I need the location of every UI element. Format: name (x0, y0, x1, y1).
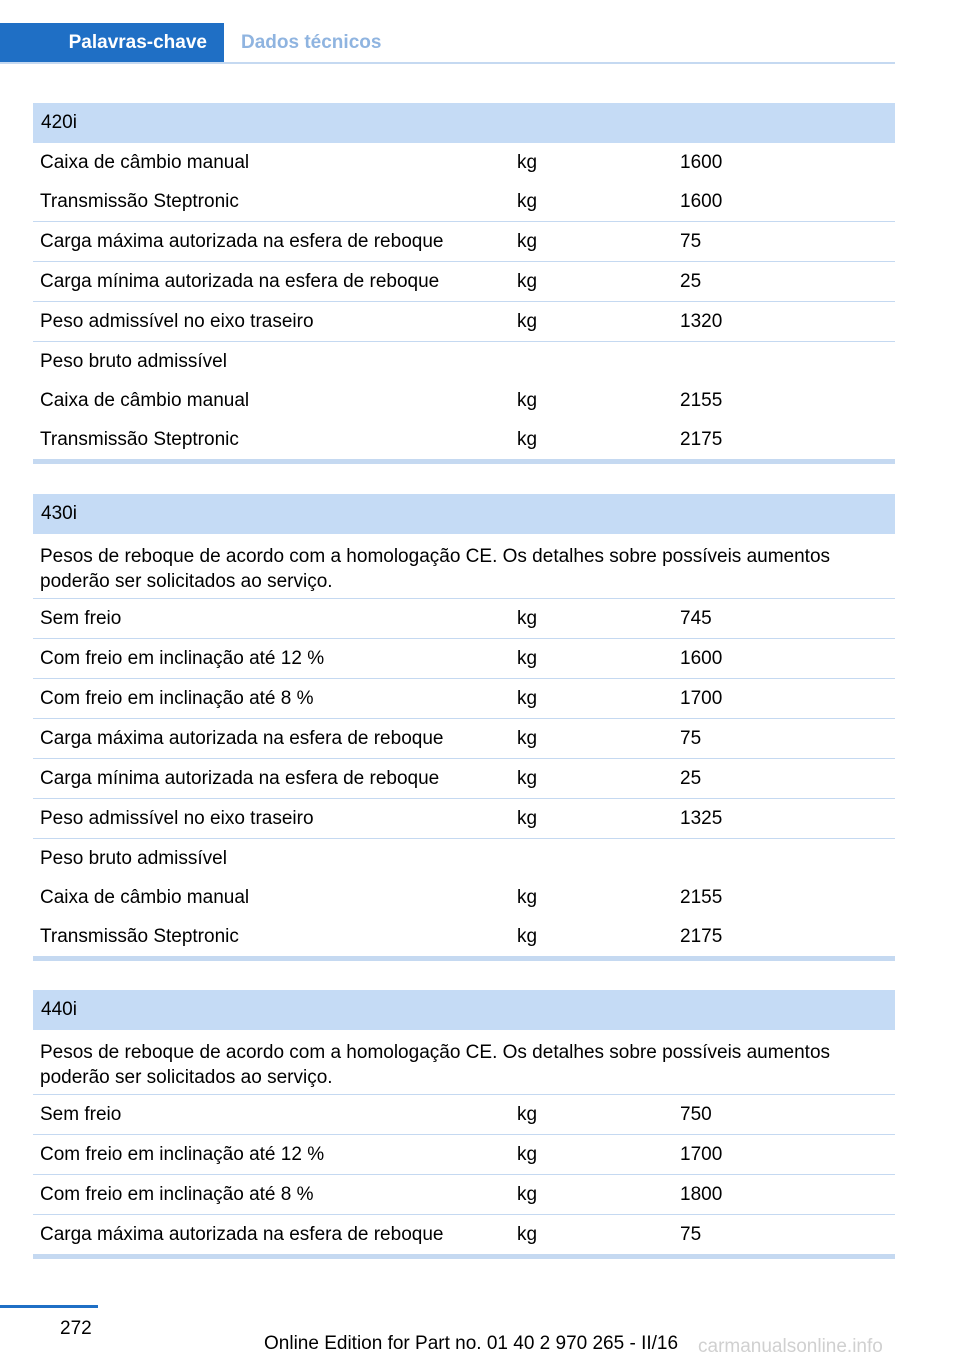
row-unit: kg (517, 807, 538, 829)
table-row (33, 221, 895, 261)
row-unit: kg (517, 1143, 538, 1165)
row-label: Com freio em inclinação até 12 % (40, 1143, 325, 1165)
watermark-text: carmanualsonline.info (698, 1336, 883, 1357)
row-label: Transmissão Steptronic (40, 925, 239, 947)
table-row (33, 917, 895, 956)
table-row (33, 838, 895, 878)
tab-keywords[interactable] (0, 23, 224, 62)
footer-accent-line (0, 1305, 98, 1308)
row-unit: kg (517, 151, 538, 173)
row-label: Com freio em inclinação até 8 % (40, 687, 314, 709)
row-unit: kg (517, 767, 538, 789)
table-row (33, 420, 895, 459)
row-unit: kg (517, 310, 538, 332)
row-value: 745 (680, 607, 712, 629)
table-row (33, 301, 895, 341)
table-row (33, 1134, 895, 1174)
row-label: Transmissão Steptronic (40, 428, 239, 450)
row-label: Transmissão Steptronic (40, 190, 239, 212)
table-440i (33, 990, 895, 1259)
row-unit: kg (517, 270, 538, 292)
row-value: 2155 (680, 886, 723, 908)
table-row (33, 1214, 895, 1254)
row-unit: kg (517, 925, 538, 947)
row-value: 25 (680, 270, 702, 292)
row-value: 75 (680, 727, 702, 749)
table-420i (33, 103, 895, 464)
row-label: Sem freio (40, 1103, 122, 1125)
row-unit: kg (517, 389, 538, 411)
row-unit: kg (517, 607, 538, 629)
row-value: 1325 (680, 807, 723, 829)
page-number: 272 (60, 1318, 92, 1339)
header-tabs (0, 23, 895, 64)
row-value: 25 (680, 767, 702, 789)
table-row (33, 381, 895, 420)
row-label: Caixa de câmbio manual (40, 886, 250, 908)
table-title: 440i (41, 999, 77, 1020)
tab-technical-data[interactable] (241, 23, 381, 62)
row-label: Caixa de câmbio manual (40, 151, 250, 173)
table-430i (33, 494, 895, 961)
table-note: Pesos de reboque de acordo com a homologação CE. Os detalhes sobre possíveis aumentos poderão ser solicitados ao serviço. (40, 1042, 831, 1088)
row-unit: kg (517, 687, 538, 709)
table-row (33, 341, 895, 381)
row-label: Carga máxima autorizada na esfera de reboque (40, 1223, 444, 1245)
table-note: Pesos de reboque de acordo com a homologação CE. Os detalhes sobre possíveis aumentos poderão ser solicitados ao serviço. (40, 546, 831, 592)
row-label: Carga mínima autorizada na esfera de reboque (40, 767, 440, 789)
row-label: Carga mínima autorizada na esfera de reboque (40, 270, 440, 292)
table-row (33, 182, 895, 221)
row-value: 2175 (680, 428, 723, 450)
table-row (33, 718, 895, 758)
tab-keywords-label: Palavras-chave (68, 31, 207, 53)
table-header (33, 103, 895, 143)
row-value: 75 (680, 230, 702, 252)
row-value: 75 (680, 1223, 702, 1245)
row-label: Peso bruto admissível (40, 847, 227, 869)
row-label: Com freio em inclinação até 8 % (40, 1183, 314, 1205)
row-unit: kg (517, 230, 538, 252)
row-unit: kg (517, 1223, 538, 1245)
table-row (33, 143, 895, 182)
row-value: 1700 (680, 687, 723, 709)
table-row (33, 1094, 895, 1134)
table-row (33, 1174, 895, 1214)
row-unit: kg (517, 647, 538, 669)
table-row (33, 758, 895, 798)
row-label: Sem freio (40, 607, 122, 629)
row-value: 1320 (680, 310, 723, 332)
row-unit: kg (517, 1103, 538, 1125)
table-row (33, 598, 895, 638)
edition-info: Online Edition for Part no. 01 40 2 970 265 - II/16 (264, 1333, 679, 1354)
row-label: Peso admissível no eixo traseiro (40, 807, 314, 829)
row-value: 1600 (680, 647, 723, 669)
row-unit: kg (517, 190, 538, 212)
table-row (33, 678, 895, 718)
table-row (33, 638, 895, 678)
row-value: 1600 (680, 151, 723, 173)
table-row (33, 878, 895, 917)
row-value: 750 (680, 1103, 712, 1125)
row-label: Carga máxima autorizada na esfera de reboque (40, 727, 444, 749)
row-value: 1600 (680, 190, 723, 212)
row-label: Caixa de câmbio manual (40, 389, 250, 411)
row-value: 2155 (680, 389, 723, 411)
table-row (33, 798, 895, 838)
row-label: Carga máxima autorizada na esfera de reboque (40, 230, 444, 252)
row-unit: kg (517, 1183, 538, 1205)
row-label: Peso bruto admissível (40, 350, 227, 372)
table-title: 420i (41, 112, 77, 133)
row-unit: kg (517, 727, 538, 749)
row-value: 1700 (680, 1143, 723, 1165)
row-unit: kg (517, 886, 538, 908)
table-title: 430i (41, 503, 77, 524)
row-label: Peso admissível no eixo traseiro (40, 310, 314, 332)
row-unit: kg (517, 428, 538, 450)
table-row (33, 261, 895, 301)
row-value: 2175 (680, 925, 723, 947)
row-value: 1800 (680, 1183, 723, 1205)
tab-technical-data-label: Dados técnicos (241, 31, 382, 53)
table-header (33, 990, 895, 1030)
table-header (33, 494, 895, 534)
row-label: Com freio em inclinação até 12 % (40, 647, 325, 669)
